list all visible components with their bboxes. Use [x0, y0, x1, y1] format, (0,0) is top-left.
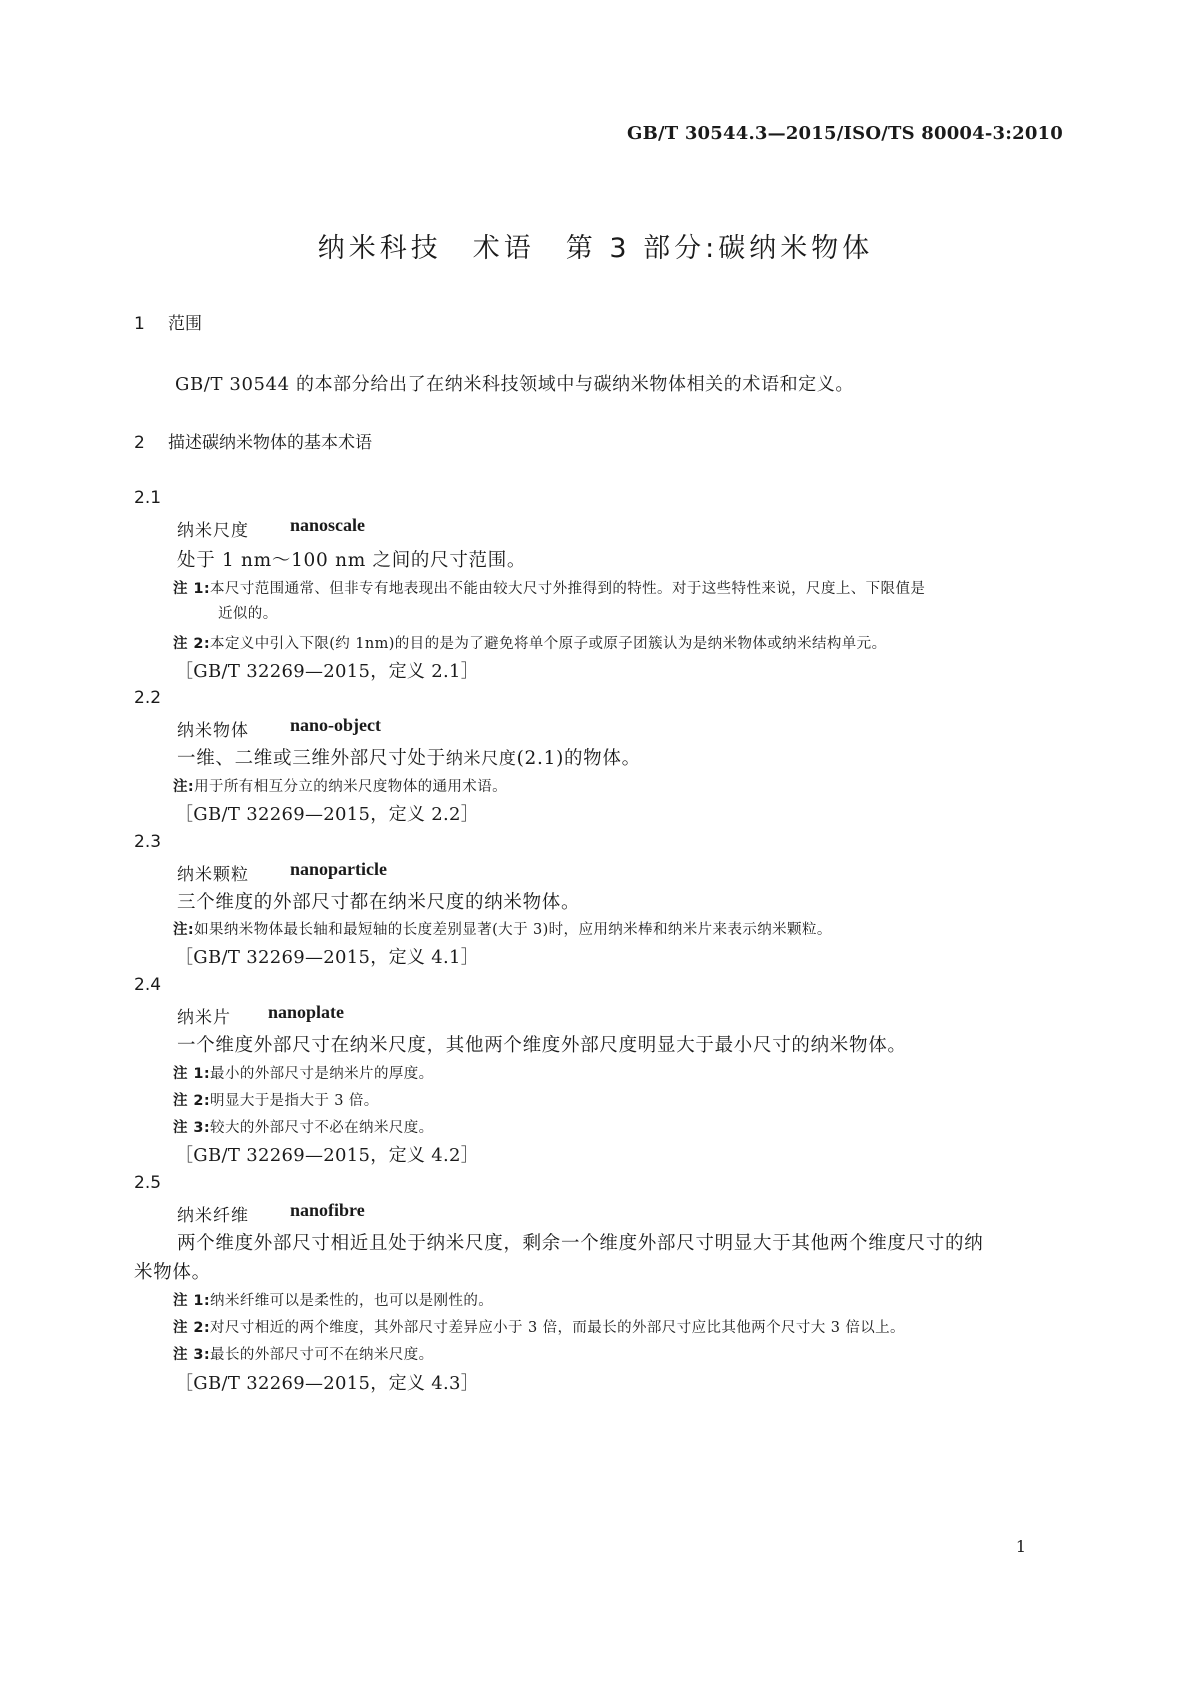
term-source: ［GB/T 32269—2015，定义 2.2］ — [175, 804, 480, 825]
term-source: ［GB/T 32269—2015，定义 4.3］ — [175, 1373, 480, 1394]
term-number: 2.4 — [134, 975, 162, 995]
note-text: 如果纳米物体最长轴和最短轴的长度差别显著(大于 3)时，应用纳米棒和纳米片来表示纳米颗粒。 — [194, 922, 832, 938]
term-definition: 一个维度外部尺寸在纳米尺度，其他两个维度外部尺度明显大于最小尺寸的纳米物体。 — [177, 1035, 907, 1056]
term-number: 2.3 — [134, 832, 162, 852]
note-label: 注 2: — [173, 1320, 211, 1336]
note-label: 注 1: — [173, 1066, 211, 1082]
term-definition — [177, 744, 641, 770]
term-definition: 两个维度外部尺寸相近且处于纳米尺度，剩余一个维度外部尺寸明显大于其他两个维度尺寸的纳 — [177, 1233, 984, 1254]
note-text: 最小的外部尺寸是纳米片的厚度。 — [210, 1066, 434, 1082]
document-title: 纳米科技 术语 第 3 部分:碳纳米物体 — [317, 233, 874, 264]
term-source: ［GB/T 32269—2015，定义 4.2］ — [175, 1145, 480, 1166]
page-number: 1 — [1015, 1537, 1026, 1556]
term-note — [173, 1089, 379, 1110]
note-label: 注 2: — [173, 1093, 211, 1109]
note-text: 用于所有相互分立的纳米尺度物体的通用术语。 — [194, 779, 508, 795]
note-label: 注 3: — [173, 1120, 211, 1136]
term-note — [173, 1116, 434, 1137]
term-chinese: 纳米颗粒 — [177, 865, 249, 885]
term-number: 2.1 — [134, 488, 162, 508]
term-note — [173, 1062, 434, 1083]
definition-text: (2.1)的物体。 — [516, 748, 641, 769]
note-text: 较大的外部尺寸不必在纳米尺度。 — [210, 1120, 434, 1136]
term-chinese: 纳米尺度 — [177, 521, 249, 541]
term-note — [173, 632, 886, 653]
section-number: 1 — [134, 314, 145, 334]
term-note — [173, 775, 507, 796]
note-text: 本定义中引入下限(约 1nm)的目的是为了避免将单个原子或原子团簇认为是纳米物体或纳米结构单元。 — [210, 636, 887, 652]
note-text: 本尺寸范围通常、但非专有地表现出不能由较大尺寸外推得到的特性。对于这些特性来说，尺度上、下限值是 — [210, 581, 926, 597]
section-title: 描述碳纳米物体的基本术语 — [168, 433, 372, 453]
term-number: 2.2 — [134, 688, 162, 708]
note-label: 注: — [173, 779, 195, 795]
scope-paragraph: GB/T 30544 的本部分给出了在纳米科技领域中与碳纳米物体相关的术语和定义。 — [175, 374, 854, 395]
note-text: 明显大于是指大于 3 倍。 — [210, 1093, 379, 1109]
term-definition: 三个维度的外部尺寸都在纳米尺度的纳米物体。 — [177, 892, 581, 913]
section-title: 范围 — [168, 314, 202, 334]
term-definition: 处于 1 nm～100 nm 之间的尺寸范围。 — [177, 550, 527, 571]
term-number: 2.5 — [134, 1173, 162, 1193]
term-note — [173, 577, 925, 598]
note-text: 纳米纤维可以是柔性的，也可以是刚性的。 — [210, 1293, 494, 1309]
term-chinese: 纳米片 — [177, 1008, 231, 1028]
note-label: 注 3: — [173, 1347, 211, 1363]
standard-code: GB/T 30544.3—2015/ISO/TS 80004-3:2010 — [627, 123, 1063, 144]
section-1-heading — [134, 309, 202, 334]
note-text: 对尺寸相近的两个维度，其外部尺寸差异应小于 3 倍，而最长的外部尺寸应比其他两个尺寸大 3 倍以上。 — [210, 1320, 905, 1336]
section-2-heading — [134, 428, 372, 453]
term-english: nanoplate — [268, 1002, 345, 1022]
note-label: 注 2: — [173, 636, 211, 652]
term-note — [173, 918, 832, 939]
note-text: 最长的外部尺寸可不在纳米尺度。 — [210, 1347, 434, 1363]
term-note — [173, 1343, 434, 1364]
term-english: nanoparticle — [290, 859, 387, 879]
note-label: 注 1: — [173, 1293, 211, 1309]
term-english: nanofibre — [290, 1200, 365, 1220]
term-source: ［GB/T 32269—2015，定义 4.1］ — [175, 947, 480, 968]
note-label: 注: — [173, 922, 195, 938]
section-number: 2 — [134, 433, 145, 453]
term-english: nanoscale — [290, 515, 366, 535]
term-chinese: 纳米纤维 — [177, 1206, 249, 1226]
term-english: nano-object — [290, 715, 381, 735]
term-note — [173, 1289, 493, 1310]
note-label: 注 1: — [173, 581, 211, 597]
term-chinese: 纳米物体 — [177, 721, 249, 741]
definition-text: 一维、二维或三维外部尺寸处于 — [177, 748, 446, 769]
note-continuation: 近似的。 — [218, 606, 278, 622]
definition-continuation: 米物体。 — [134, 1262, 211, 1283]
term-source: ［GB/T 32269—2015，定义 2.1］ — [175, 661, 480, 682]
term-note — [173, 1316, 905, 1337]
definition-term-reference: 纳米尺度 — [445, 749, 517, 769]
